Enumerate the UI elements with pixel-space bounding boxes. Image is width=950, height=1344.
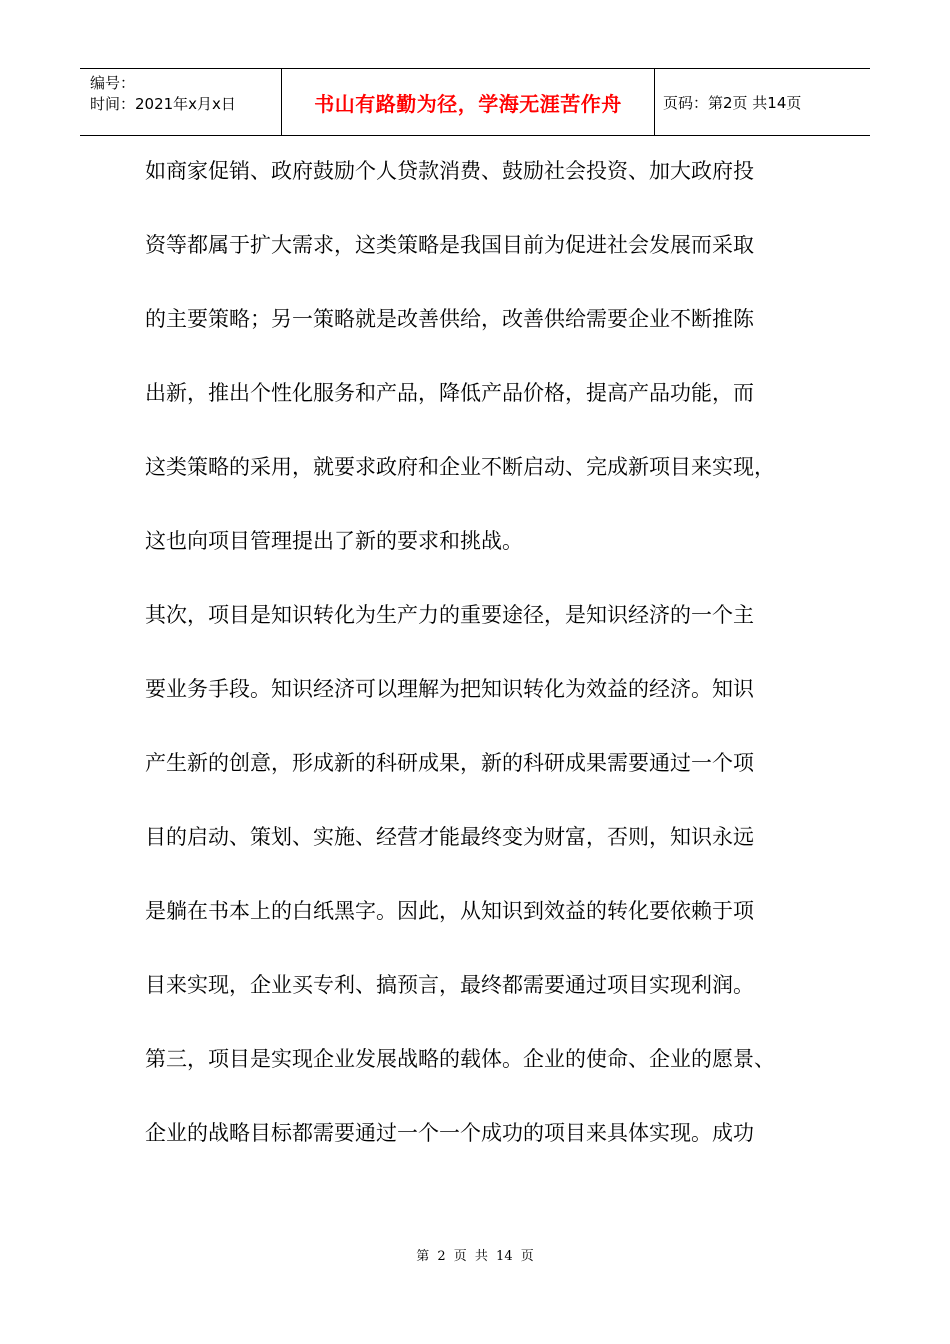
body-line: 要业务手段。知识经济可以理解为把知识转化为效益的经济。知识 xyxy=(145,677,754,701)
document-code-label: 编号： xyxy=(90,74,136,92)
header-meta xyxy=(80,69,282,135)
body-line: 是躺在书本上的白纸黑字。因此，从知识到效益的转化要依赖于项 xyxy=(145,899,754,923)
body-line: 产生新的创意，形成新的科研成果，新的科研成果需要通过一个项 xyxy=(145,751,754,775)
body-line: 其次，项目是知识转化为生产力的重要途径，是知识经济的一个主 xyxy=(145,603,754,627)
body-line: 目来实现，企业买专利、搞预言，最终都需要通过项目实现利润。 xyxy=(145,973,754,997)
body-line: 第三，项目是实现企业发展战略的载体。企业的使命、企业的愿景、 xyxy=(145,1047,775,1071)
body-line: 如商家促销、政府鼓励个人贷款消费、鼓励社会投资、加大政府投 xyxy=(145,159,754,183)
body-line: 资等都属于扩大需求，这类策略是我国目前为促进社会发展而采取 xyxy=(145,233,754,257)
body-line: 出新，推出个性化服务和产品，降低产品价格，提高产品功能，而 xyxy=(145,381,754,405)
document-body xyxy=(145,152,810,1188)
body-line: 的主要策略；另一策略就是改善供给，改善供给需要企业不断推陈 xyxy=(145,307,754,331)
page-header xyxy=(80,68,870,136)
body-line: 目的启动、策划、实施、经营才能最终变为财富，否则，知识永远 xyxy=(145,825,754,849)
document-time-label: 时间：2021年x月x日 xyxy=(90,95,236,113)
page-footer: 第 2 页 共 14 页 xyxy=(416,1249,534,1264)
header-motto: 书山有路勤为径，学海无涯苦作舟 xyxy=(282,69,655,135)
body-line: 企业的战略目标都需要通过一个一个成功的项目来具体实现。成功 xyxy=(145,1121,754,1145)
body-line: 这类策略的采用，就要求政府和企业不断启动、完成新项目来实现， xyxy=(145,455,775,479)
header-page-number: 页码：第2页 共14页 xyxy=(663,93,802,112)
body-line: 这也向项目管理提出了新的要求和挑战。 xyxy=(145,529,523,553)
